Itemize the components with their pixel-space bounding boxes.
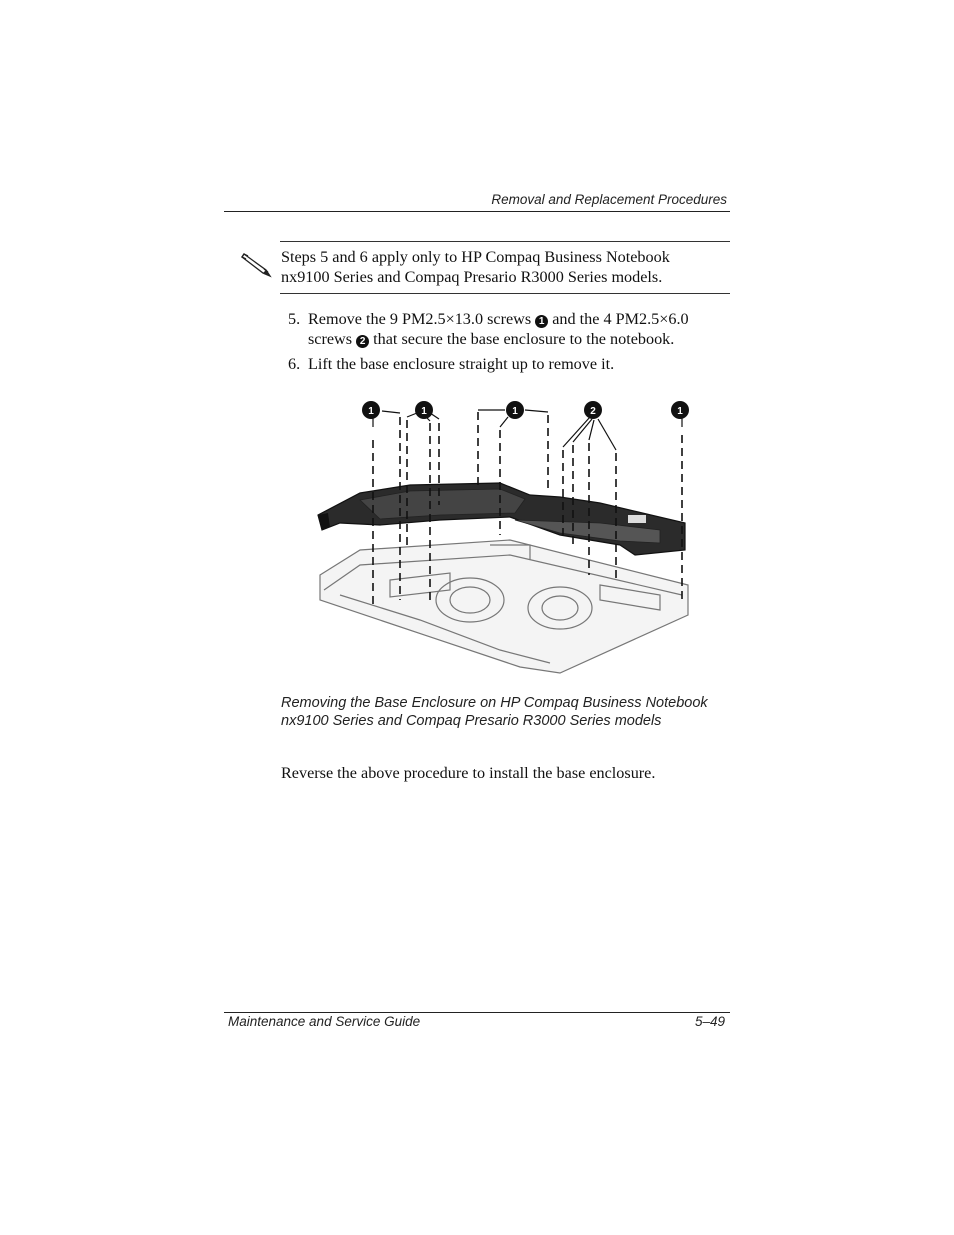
header-rule (224, 211, 730, 212)
caption-line-2: nx9100 Series and Compaq Presario R3000 Series models (281, 713, 662, 729)
note-bottom-rule (280, 293, 730, 294)
callout-1b: 1 (421, 406, 427, 417)
pencil-note-icon (240, 250, 274, 278)
running-head: Removal and Replacement Procedures (491, 192, 727, 207)
base-enclosure-illustration (300, 395, 700, 675)
closing-instruction: Reverse the above procedure to install the base enclosure. (281, 764, 656, 782)
callout-1a: 1 (368, 406, 374, 417)
step-text: Remove the 9 PM2.5×13.0 screws (308, 310, 532, 328)
chassis-drawing (320, 540, 688, 673)
step-text: and the 4 PM2.5×6.0 (552, 310, 689, 328)
note-text (281, 247, 731, 287)
step-number: 6. (288, 355, 301, 373)
caption-line-1: Removing the Base Enclosure on HP Compaq Business Notebook (281, 695, 708, 711)
note-top-rule (280, 241, 730, 242)
callout-2: 2 (590, 406, 596, 417)
note-line-2: nx9100 Series and Compaq Presario R3000 Series models. (281, 268, 663, 286)
note-line-1: Steps 5 and 6 apply only to HP Compaq Business Notebook (281, 248, 670, 266)
figure-caption (281, 694, 741, 730)
footer-title: Maintenance and Service Guide (228, 1014, 421, 1029)
step-text: screws (308, 330, 353, 348)
page-number: 5–49 (694, 1014, 725, 1029)
step-number: 5. (288, 310, 301, 328)
step-5 (288, 309, 728, 349)
callout-1d: 1 (677, 406, 683, 417)
step-text: Lift the base enclosure straight up to remove it. (308, 355, 615, 373)
step-6 (288, 354, 728, 374)
step-text: that secure the base enclosure to the notebook. (373, 330, 675, 348)
callout-badge: 1 (535, 315, 548, 328)
callout-1c: 1 (512, 406, 518, 417)
footer-rule (224, 1012, 730, 1013)
callout-badge: 2 (356, 335, 369, 348)
